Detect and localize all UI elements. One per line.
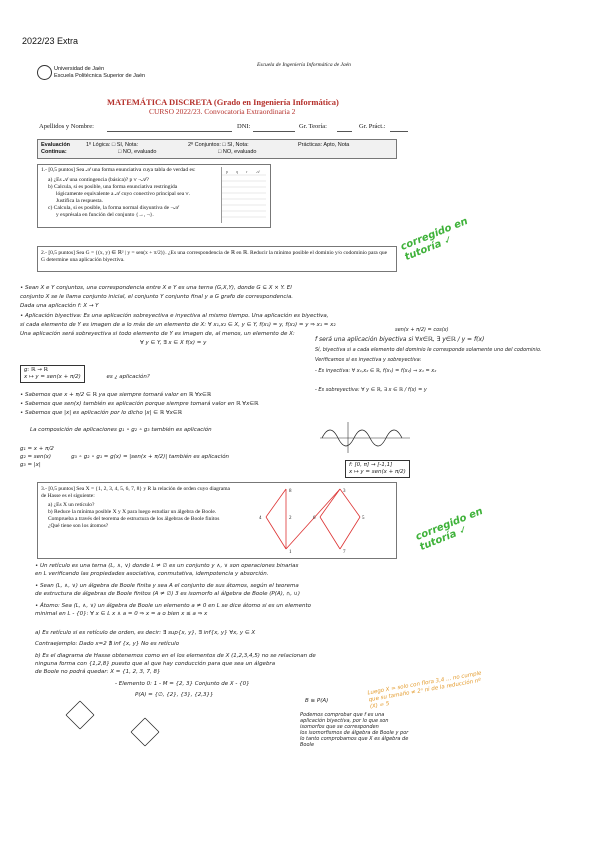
sine-graph-sketch [318,420,413,455]
q1-item-a: a) ¿Es 𝒜 una contingencia (básica)? p ∨ ¬𝒜? [48,177,149,183]
orange-note: Luego X = solo con flora 3,4 ... no cumple que su tamaño ≠ 2ⁿ ni de la reducción nº (X) = 5 [367,670,482,711]
q3-handwritten-definitions [35,563,555,618]
name-line[interactable] [107,131,232,132]
hand-line: - Elemento 0: 1 - M = {2, 3} Conjunto de X - {0} [115,681,250,687]
exam-subtitle: CURSO 2022/23. Convocatoria Extraordinaria 2 [149,107,296,116]
hasse-diagram [258,485,368,555]
svg-text:q: q [236,169,238,174]
q1-item-b: b) Calcula, si es posible, una forma enunciativa restringida [48,184,178,190]
truth-table-grid [222,167,266,223]
exam-title: MATEMÁTICA DISCRETA (Grado en Ingeniería Informática) [107,97,339,107]
q1-item-b2: lógicamente equivalente a 𝒜 cuyo conectivo principal sea ∨. [56,191,190,197]
hand-line: Dada una aplicación f: X → Y [20,303,99,309]
function-box [20,365,85,383]
q2-handwritten-right [315,327,585,393]
dni-label: DNI: [237,123,251,130]
hand-line: - Es sobreyectiva: ∀ y ∈ ℝ, ∃ x ∈ ℝ / f(x) = y [315,386,427,393]
hasse-node-4: 4 [259,516,262,521]
hand-line: • Sabemos que sen(x) también es aplicación porque siempre tomará valor en ℝ ∀x∈ℝ [20,401,259,407]
hand-line: g₂ = sen(x) [20,454,52,460]
q3-item-a: a) ¿Es X un retículo? [48,502,95,508]
eval-practicas[interactable]: Prácticas: Apto, Nota [298,142,350,148]
hasse-node-1: 1 [289,550,292,555]
hand-line: • Átomo: Sea (L, ∧, ∨) un álgebra de Boole un elemento a ≠ 0 en L se dice átomo si es un elemento [35,603,311,609]
university-name: Universidad de Jaén [54,66,105,72]
hand-line: en L verificando las propiedades asociativa, conmutativa, idempotencia y absorción. [35,571,269,577]
hand-line: minimal en L - {0}: ∀ x ∈ L x ∧ a = 0 ⇒ x = a o bien x ≤ a ⇒ x [35,611,208,617]
question-2-box [37,246,397,272]
q1-title: 1.- [0,5 puntos] Sea 𝒜 una forma enunciativa cuya tabla de verdad es: [41,167,196,173]
q3-item-b: b) Reduce la mínima posible X y X para luego estudiar un álgebra de Boole. Comprueba a través del teorema de estructura de los álgebras de Boole finitos ¿Qué tiene son los átomos? [48,509,220,529]
hand-line: La composición de aplicaciones g₁ ∘ g₂ ∘ g₃ también es aplicación [30,427,212,433]
eval-logica[interactable]: 1º Lógica: □ SI, Nota: [86,142,139,148]
hand-line: - Es inyectiva: ∀ x₁,x₂ ∈ ℝ, f(x₁) = f(x₂) ⇒ x₁ = x₂ [315,368,437,374]
svg-text:r: r [246,169,248,174]
isomorphism-note: B ≅ P(A) [305,698,329,704]
hand-line: • Sean (L, ∧, ∨) un álgebra de Boole finita y sea A el conjunto de sus átomos, según el teorema [35,583,299,589]
cont-label: Continua: [41,149,67,155]
truth-table [221,167,266,223]
hasse-node-3: 3 [343,489,346,494]
question-3-box [37,482,397,559]
hand-line: Contraejemplo: Dado x=2 ∄ inf {x, y} No es retículo [35,641,180,647]
q2-handwritten-mid [20,365,350,469]
hand-line: g₃ = |x| [20,462,41,468]
q1-item-c: c) Calcula, si es posible, la forma normal disyuntiva de ¬𝒜 [48,205,179,211]
question-1-box [37,164,271,228]
hand-line: • Aplicación biyectiva: Es una aplicación sobreyectiva e inyectiva al mismo tiempo. Una aplicación es biyectiva, [20,313,329,319]
hand-line: aplicación biyectiva, por lo que son [300,718,389,724]
is-application: es ¿ aplicación? [106,374,150,380]
name-label: Apellidos y Nombre: [39,123,94,130]
eval-conjuntos[interactable]: 2º Conjuntos: □ SI, Nota: [188,142,249,148]
svg-text:𝒜: 𝒜 [256,169,260,174]
q2-title: 2.- [0,5 puntos] Sea G = {(x, y) ∈ ℝ² | y = sen(x + π/2)}. ¿Es una correspondencia de ℝ en ℝ. Reducir la mínimo posible el dominio y/o codominio para que G determine una aplicación biyectiva. [41,250,388,263]
dni-line[interactable] [253,131,295,132]
function-domain: g: ℝ → ℝ [24,367,48,373]
hand-line: g₃ ∘ g₂ ∘ g₁ = g(x) = |sen(x + π/2)| también es aplicación [71,454,230,460]
hand-line: • Un retículo es una terna (L, ∧, ∨) donde L ≠ ∅ es un conjunto y ∧, ∨ son operaciones binarias [35,563,299,569]
hand-line: conjunto X se le llama conjunto inicial, el conjunto Y conjunto final y a G grafo de correspondencia. [20,294,294,300]
reduced-hasse-sketch [60,698,100,733]
hand-line: • Sabemos que |x| es aplicación por lo dicho |x| ∈ ℝ ∀x∈ℝ [20,410,183,416]
evaluation-box [37,139,397,159]
eval-label: Evaluación [41,142,71,148]
final-function-domain: f: [0, π] → [-1,1] [349,462,393,468]
hand-line: los isomorfismos de álgebra de Boole y por [300,730,409,736]
hand-line: ∀ y ∈ Y, ∃ x ∈ X f(x) = y [140,340,207,346]
hand-line: ninguna forma con {1,2,8} puesto que al que hay conducción para que sea un álgebra [35,661,276,667]
hand-line: b) Es el diagrama de Hasse obtenemos como en el los elementos de X (1,2,3,4,5) no se relacionan de [35,653,316,659]
hand-line: P(A) = {∅, {2}, {3}, {2,3}} [135,692,214,698]
hand-line: • Sean X e Y conjuntos, una correspondencia entre X e Y es una terna (G,X,Y), donde G ⊆ X × Y. El [20,285,292,291]
hand-line: de estructura de álgebras de Boole finitos (A ≠ ∅) 3 es isomorfo al álgebra de Boole (P(A), ∩, ∪) [35,591,300,597]
hand-line: lo tanto comprobamos que X es álgebra de Boole [300,736,409,748]
hand-line: Verificamos si es inyectiva y sobreyectiva: [315,356,422,363]
pract-line[interactable] [390,131,408,132]
teoria-line[interactable] [337,131,352,132]
hand-line: f será una aplicación biyectiva si ∀x∈ℝ, ∃ y∈ℝ / y = f(x) [315,335,485,343]
q3-conclusion [300,712,420,748]
q1-item-c2: y exprésala en función del conjunto {→, ¬}. [56,212,154,218]
hand-line: g₁ = x + π/2 [20,446,54,452]
header-right: Escuela de Ingeniería Informática de Jaén [257,62,351,68]
final-function-rule: x ↦ y = sen(x + π/2) [349,469,406,475]
hand-line: • Sabemos que x + π/2 ∈ ℝ ya que siempre tomará valor en ℝ ∀x∈ℝ [20,392,212,398]
page-label: 2022/23 Extra [22,36,79,46]
exam-sheet [37,60,557,275]
hasse-node-6: 6 [313,516,316,521]
hand-line: a) Es retículo si es retículo de orden, es decir: ∃ sup{x, y}, ∃ inf{x, y} ∀x, y ∈ X [35,630,256,636]
cont-logica[interactable]: □ NO, evaluado [118,149,157,155]
hand-line: de Boole no podrá quedar: X = {1, 2, 3, 7, 8} [35,669,161,675]
hasse-node-2: 2 [289,516,292,521]
hand-line: sen(x + π/2) = cos(x) [395,327,449,333]
q3-title: 3.- [0,5 puntos] Sea X = {1, 2, 3, 4, 5, 6, 7, 8} y R la relación de orden cuyo diagrama de Hasse es el siguiente: [41,486,230,499]
hand-line: Sí, biyectiva si a cada elemento del dominio le corresponde solamente uno del codominio. [315,347,542,353]
pract-label: Gr. Práct.: [359,123,386,130]
hasse-node-7: 7 [343,550,346,555]
hand-line: si cada elemento de Y es imagen de a lo más de un elemento de X: ∀ x₁,x₂ ∈ X, y ∈ Y, f(x₁) = y, f(x₂) = y ⇒ x₁ = x₂ [20,322,336,328]
final-function-box [345,460,410,478]
hand-line: isomorfos que se corresponden [300,724,379,730]
q1-item-b3: Justifica la respuesta. [56,198,103,204]
hand-line: Una aplicación será sobreyectiva si todo elemento de Y es imagen de, al menos, un elemento de X: [20,331,295,337]
power-set-sketch [125,715,165,750]
svg-text:p: p [226,169,228,174]
correction-note-2: corregido en tutoría ✓ [414,505,485,554]
function-rule: x ↦ y = sen(x + π/2) [24,374,81,380]
correction-note-1: corregido en tutoría ✓ [399,215,470,264]
hasse-node-5: 5 [362,516,365,521]
cont-conjuntos[interactable]: □ NO, evaluado [218,149,257,155]
university-logo-icon [37,65,52,80]
university-school: Escuela Politécnica Superior de Jaén [54,73,146,79]
teoria-label: Gr. Teoría: [299,123,327,130]
hasse-node-8: 8 [289,489,292,494]
hand-line: Podemos comprobar que f es una [300,712,385,718]
